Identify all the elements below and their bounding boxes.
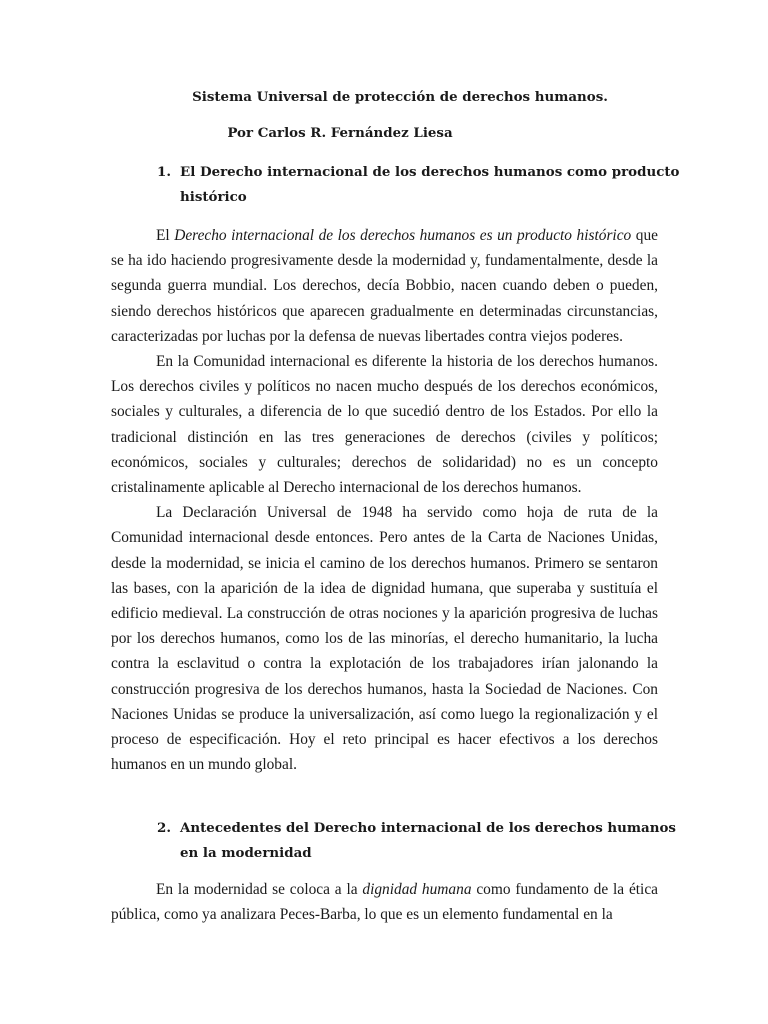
section-1-number: 1.: [157, 164, 171, 180]
emphasis-text: Derecho internacional de los derechos humanos es un producto histórico: [174, 227, 632, 244]
section-2-number: 2.: [157, 820, 171, 836]
paragraph: [111, 223, 658, 349]
section-2-body: [111, 877, 658, 927]
paragraph: [111, 877, 658, 927]
paragraph-text: El: [156, 227, 175, 244]
section-1-body: [111, 223, 658, 777]
paragraph: La Declaración Universal de 1948 ha servido como hoja de ruta de la Comunidad internacional desde entonces. Pero antes de la Carta de Naciones Unidas, desde la modernidad, se inicia el camino de los derechos humanos. Primero se sentaron las bases, con la aparición de la idea de dignidad humana, que superaba y sustituía el edificio medieval. La construcción de otras nociones y la aparición progresiva de luchas por los derechos humanos, como los de las minorías, el derecho humanitario, la lucha contra la esclavitud o contra la explotación de los trabajadores irían jalonando la construcción progresiva de los derechos humanos, hasta la Sociedad de Naciones. Con Naciones Unidas se produce la universalización, así como luego la regionalización y el proceso de especificación. Hoy el reto principal es hacer efectivos a los derechos humanos en un mundo global.: [111, 504, 658, 774]
section-1-heading-line-2: histórico: [180, 189, 247, 205]
section-2-heading-line-2: en la modernidad: [180, 845, 312, 861]
emphasis-text: dignidad humana: [362, 881, 472, 898]
document-author: Por Carlos R. Fernández Liesa: [227, 125, 453, 141]
paragraph-text: En la modernidad se coloca a la: [156, 881, 363, 898]
paragraph-text: que se ha ido haciendo progresivamente desde la modernidad y, fundamentalmente, desde la segunda guerra mundial. Los derechos, decía Bobbio, nacen cuando deben o pueden, siendo derechos históricos que aparecen gradualmente en determinadas circunstancias, caracterizadas por luchas por la defensa de nuevas libertades contra viejos poderes.: [111, 227, 658, 345]
document-title: Sistema Universal de protección de derechos humanos.: [192, 89, 608, 105]
paragraph-text: como fundamento de la ética pública, como ya analizara Peces-Barba, lo que es un elemento fundamental en la: [111, 881, 658, 924]
paragraph: En la Comunidad internacional es diferente la historia de los derechos humanos. Los derechos civiles y políticos no nacen mucho después de los derechos económicos, sociales y culturales, a diferencia de lo que sucedió dentro de los Estados. Por ello la tradicional distinción en las tres generaciones de derechos (civiles y políticos; económicos, sociales y culturales; derechos de solidaridad) no es un concepto cristalinamente aplicable al Derecho internacional de los derechos humanos.: [111, 353, 658, 497]
section-1-heading-line-1: El Derecho internacional de los derechos humanos como producto: [180, 164, 680, 180]
section-2-heading-line-1: Antecedentes del Derecho internacional de los derechos humanos: [180, 820, 676, 836]
